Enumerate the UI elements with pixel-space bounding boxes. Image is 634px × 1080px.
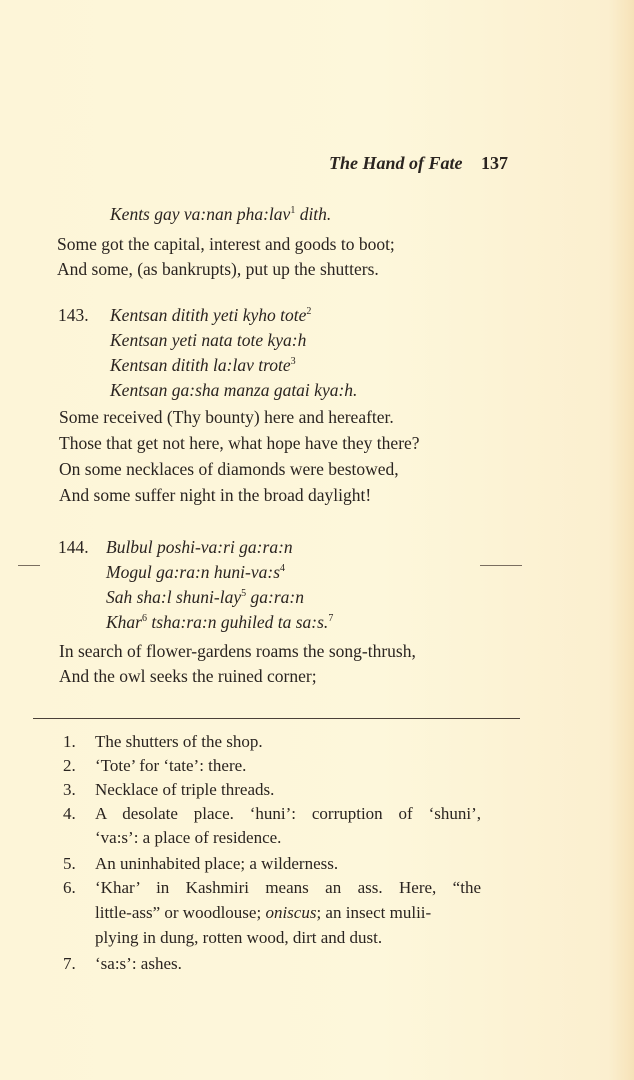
translation-line: In search of flower-gardens roams the song-thrush,	[59, 641, 416, 661]
footnote-text: plying in dung, rotten wood, dirt and dust.	[95, 928, 383, 947]
verse-line: Mogul ga:ra:n huni-$va:s^4$	[106, 562, 286, 582]
footnote-text: The shutters of the shop.	[95, 732, 263, 751]
footnote-number: 5.	[63, 854, 76, 873]
stanza-number: 144.	[58, 537, 89, 557]
footnote-number: 3.	[63, 780, 76, 799]
footnote-text: ‘Khar’ in Kashmiri means an ass. Here, “the	[95, 878, 481, 897]
footnote-number: 7.	[63, 954, 76, 973]
footnote-rule	[33, 718, 520, 719]
translation-line: And some, (as bankrupts), put up the shutters.	[57, 259, 379, 279]
page-number: 137	[481, 153, 508, 173]
footnote-text: An uninhabited place; a wilderness.	[95, 854, 339, 873]
translation-line: Some got the capital, interest and goods to boot;	[57, 234, 395, 254]
translation-line: And the owl seeks the ruined corner;	[59, 666, 317, 686]
footnote-text: A desolate place. ‘huni’: corruption of ‘shuni’,	[95, 804, 481, 823]
translation-line: And some suffer night in the broad daylight!	[59, 485, 372, 505]
translation-line: Some received (Thy bounty) here and hereafter.	[59, 407, 394, 427]
verse-line: Kentsan yeti nata tote kya:h	[110, 330, 307, 350]
verse-line: Kentsan ditith yeti kyho tote$^2$	[110, 305, 312, 325]
footnote-text: ‘sa:s’: ashes.	[95, 954, 182, 973]
footnote-number: 1.	[63, 732, 76, 751]
footnote-number: 4.	[63, 804, 76, 823]
stanza-number: 143.	[58, 305, 89, 325]
footnote-text: little-ass” or woodlouse; oniscus; an insect mulii-	[95, 903, 432, 922]
verse-line: Sah sha:l shuni-lay$^5$ ga:ra:n	[106, 587, 304, 607]
translation-line: On some necklaces of diamonds were bestowed,	[59, 459, 399, 479]
footnote-number: 6.	[63, 878, 76, 897]
verse-line: Kentsan ditith la:lav trote$^3$	[110, 355, 296, 375]
verse-line: Kents gay va:nan pha:lav$^1$ dith.	[110, 204, 332, 224]
footnote-number: 2.	[63, 756, 76, 775]
translation-line: Those that get not here, what hope have they there?	[59, 433, 420, 453]
margin-mark	[18, 565, 40, 566]
verse-line: Kentsan ga:sha manza gatai kya:h.	[110, 380, 358, 400]
running-title: The Hand of Fate	[329, 153, 463, 173]
verse-line: Bulbul poshi-va:ri ga:ra:n	[106, 537, 293, 557]
footnote-text: ‘Tote’ for ‘tate’: there.	[95, 756, 247, 775]
running-head	[0, 152, 508, 174]
margin-mark	[480, 565, 522, 566]
verse-line: Khar$^6$ tsha:ra:n guhiled ta sa:s.$^7$	[106, 612, 334, 632]
footnote-text: Necklace of triple threads.	[95, 780, 275, 799]
footnote-text: ‘va:s’: a place of residence.	[95, 828, 282, 847]
